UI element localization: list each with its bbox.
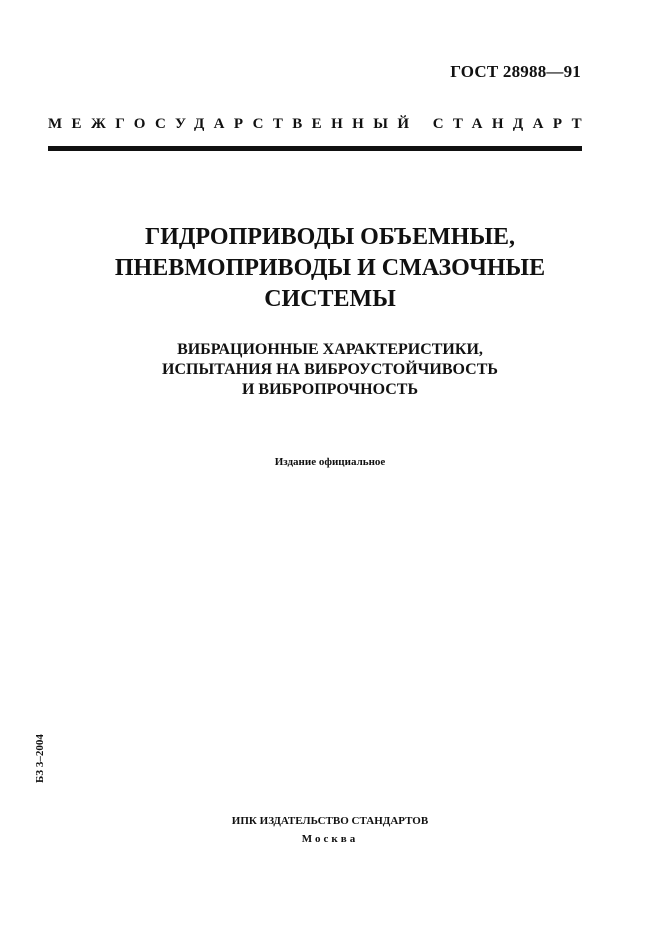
document-subtitle [60, 340, 600, 400]
title-line: СИСТЕМЫ [264, 286, 396, 312]
side-code: БЗ 3–2004 [34, 734, 46, 783]
header-divider [48, 146, 582, 151]
publisher-name: ИПК ИЗДАТЕЛЬСТВО СТАНДАРТОВ [231, 815, 429, 827]
standard-type-heading [48, 116, 591, 133]
edition-note: Издание официальное [274, 456, 386, 468]
title-line: ГИДРОПРИВОДЫ ОБЪЕМНЫЕ, [144, 224, 516, 250]
title-line: ПНЕВМОПРИВОДЫ И СМАЗОЧНЫЕ [114, 255, 546, 281]
subtitle-line: ИСПЫТАНИЯ НА ВИБРОУСТОЙЧИВОСТЬ [162, 361, 498, 378]
publisher-city: Москва [301, 833, 359, 845]
gost-code: ГОСТ 28988—91 [450, 62, 581, 81]
subtitle-line: И ВИБРОПРОЧНОСТЬ [241, 381, 419, 398]
standard-type-word-1: МЕЖГОСУДАРСТВЕННЫЙ [48, 116, 419, 132]
document-title [60, 222, 600, 315]
publisher-block [160, 812, 500, 848]
standard-type-word-2: СТАНДАРТ [432, 116, 591, 132]
subtitle-line: ВИБРАЦИОННЫЕ ХАРАКТЕРИСТИКИ, [177, 341, 483, 358]
